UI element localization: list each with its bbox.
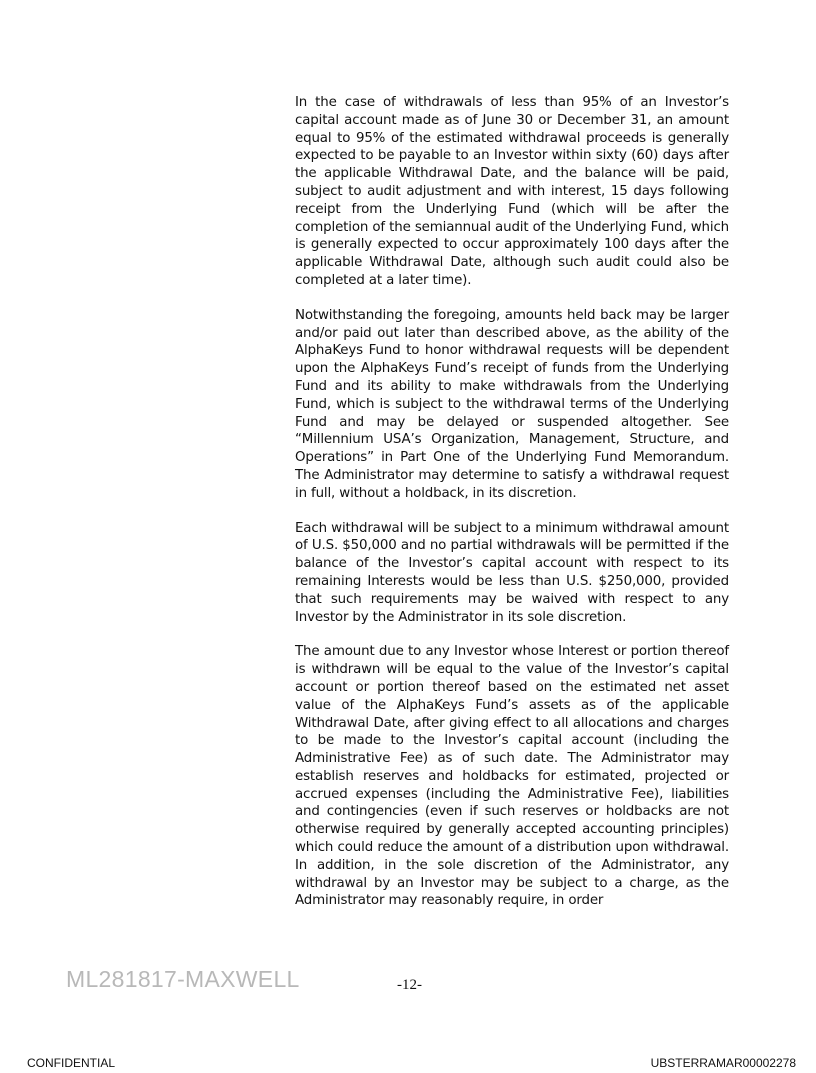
paragraph-holdback-notice: Notwithstanding the foregoing, amounts held back may be larger and/or paid out later than described above, as the ability of the AlphaKeys Fund to honor withdrawal requests will be dependent upon the AlphaKeys Fund’s receipt of funds from the Underlying Fund and its ability to make withdrawals from the Underlying Fund, which is subject to the withdrawal terms of the Underlying Fund and may be delayed or suspended altogether. See “Millennium USA’s Organization, Management, Structure, and Operations” in Part One of the Underlying Fund Memorandum. The Administrator may determine to satisfy a withdrawal request in full, without a holdback, in its discretion. (295, 307, 729, 501)
paragraph-withdrawal-timing: In the case of withdrawals of less than 95% of an Investor’s capital account made as of June 30 or December 31, an amount equal to 95% of the estimated withdrawal proceeds is generally expected to be payable to an Investor within sixty (60) days after the applicable Withdrawal Date, and the balance will be paid, subject to audit adjustment and with interest, 15 days following receipt from the Underlying Fund (which will be after the completion of the semiannual audit of the Underlying Fund, which is generally expected to occur approximately 100 days after the applicable Withdrawal Date, although such audit could also be completed at a later time). (295, 95, 729, 288)
page-number: -12- (397, 977, 422, 993)
control-number: UBSTERRAMAR00002278 (650, 1056, 796, 1070)
paragraph-amount-due: The amount due to any Investor whose Interest or portion thereof is withdrawn will be equal to the value of the Investor’s capital account or portion thereof based on the estimated net asset value of the AlphaKeys Fund’s assets as of the applicable Withdrawal Date, after giving effect to all allocations and charges to be made to the Investor’s capital account (including the Administrative Fee) as of such date. The Administrator may establish reserves and holdbacks for estimated, projected or accrued expenses (including the Administrative Fee), liabilities and contingencies (even if such reserves or holdbacks are not otherwise required by generally accepted accounting principles) which could reduce the amount of a distribution upon withdrawal. In addition, in the sole discretion of the Administrator, any withdrawal by an Investor may be subject to a charge, as the Administrator may reasonably require, in order (295, 644, 729, 909)
bates-watermark: ML281817-MAXWELL (66, 966, 300, 992)
body-text (295, 94, 729, 927)
confidential-label: CONFIDENTIAL (27, 1056, 116, 1070)
paragraph-minimum-withdrawal: Each withdrawal will be subject to a minimum withdrawal amount of U.S. $50,000 and no partial withdrawals will be permitted if the balance of the Investor’s capital account with respect to its remaining Interests would be less than U.S. $250,000, provided that such requirements may be waived with respect to any Investor by the Administrator in its sole discretion. (295, 520, 729, 625)
